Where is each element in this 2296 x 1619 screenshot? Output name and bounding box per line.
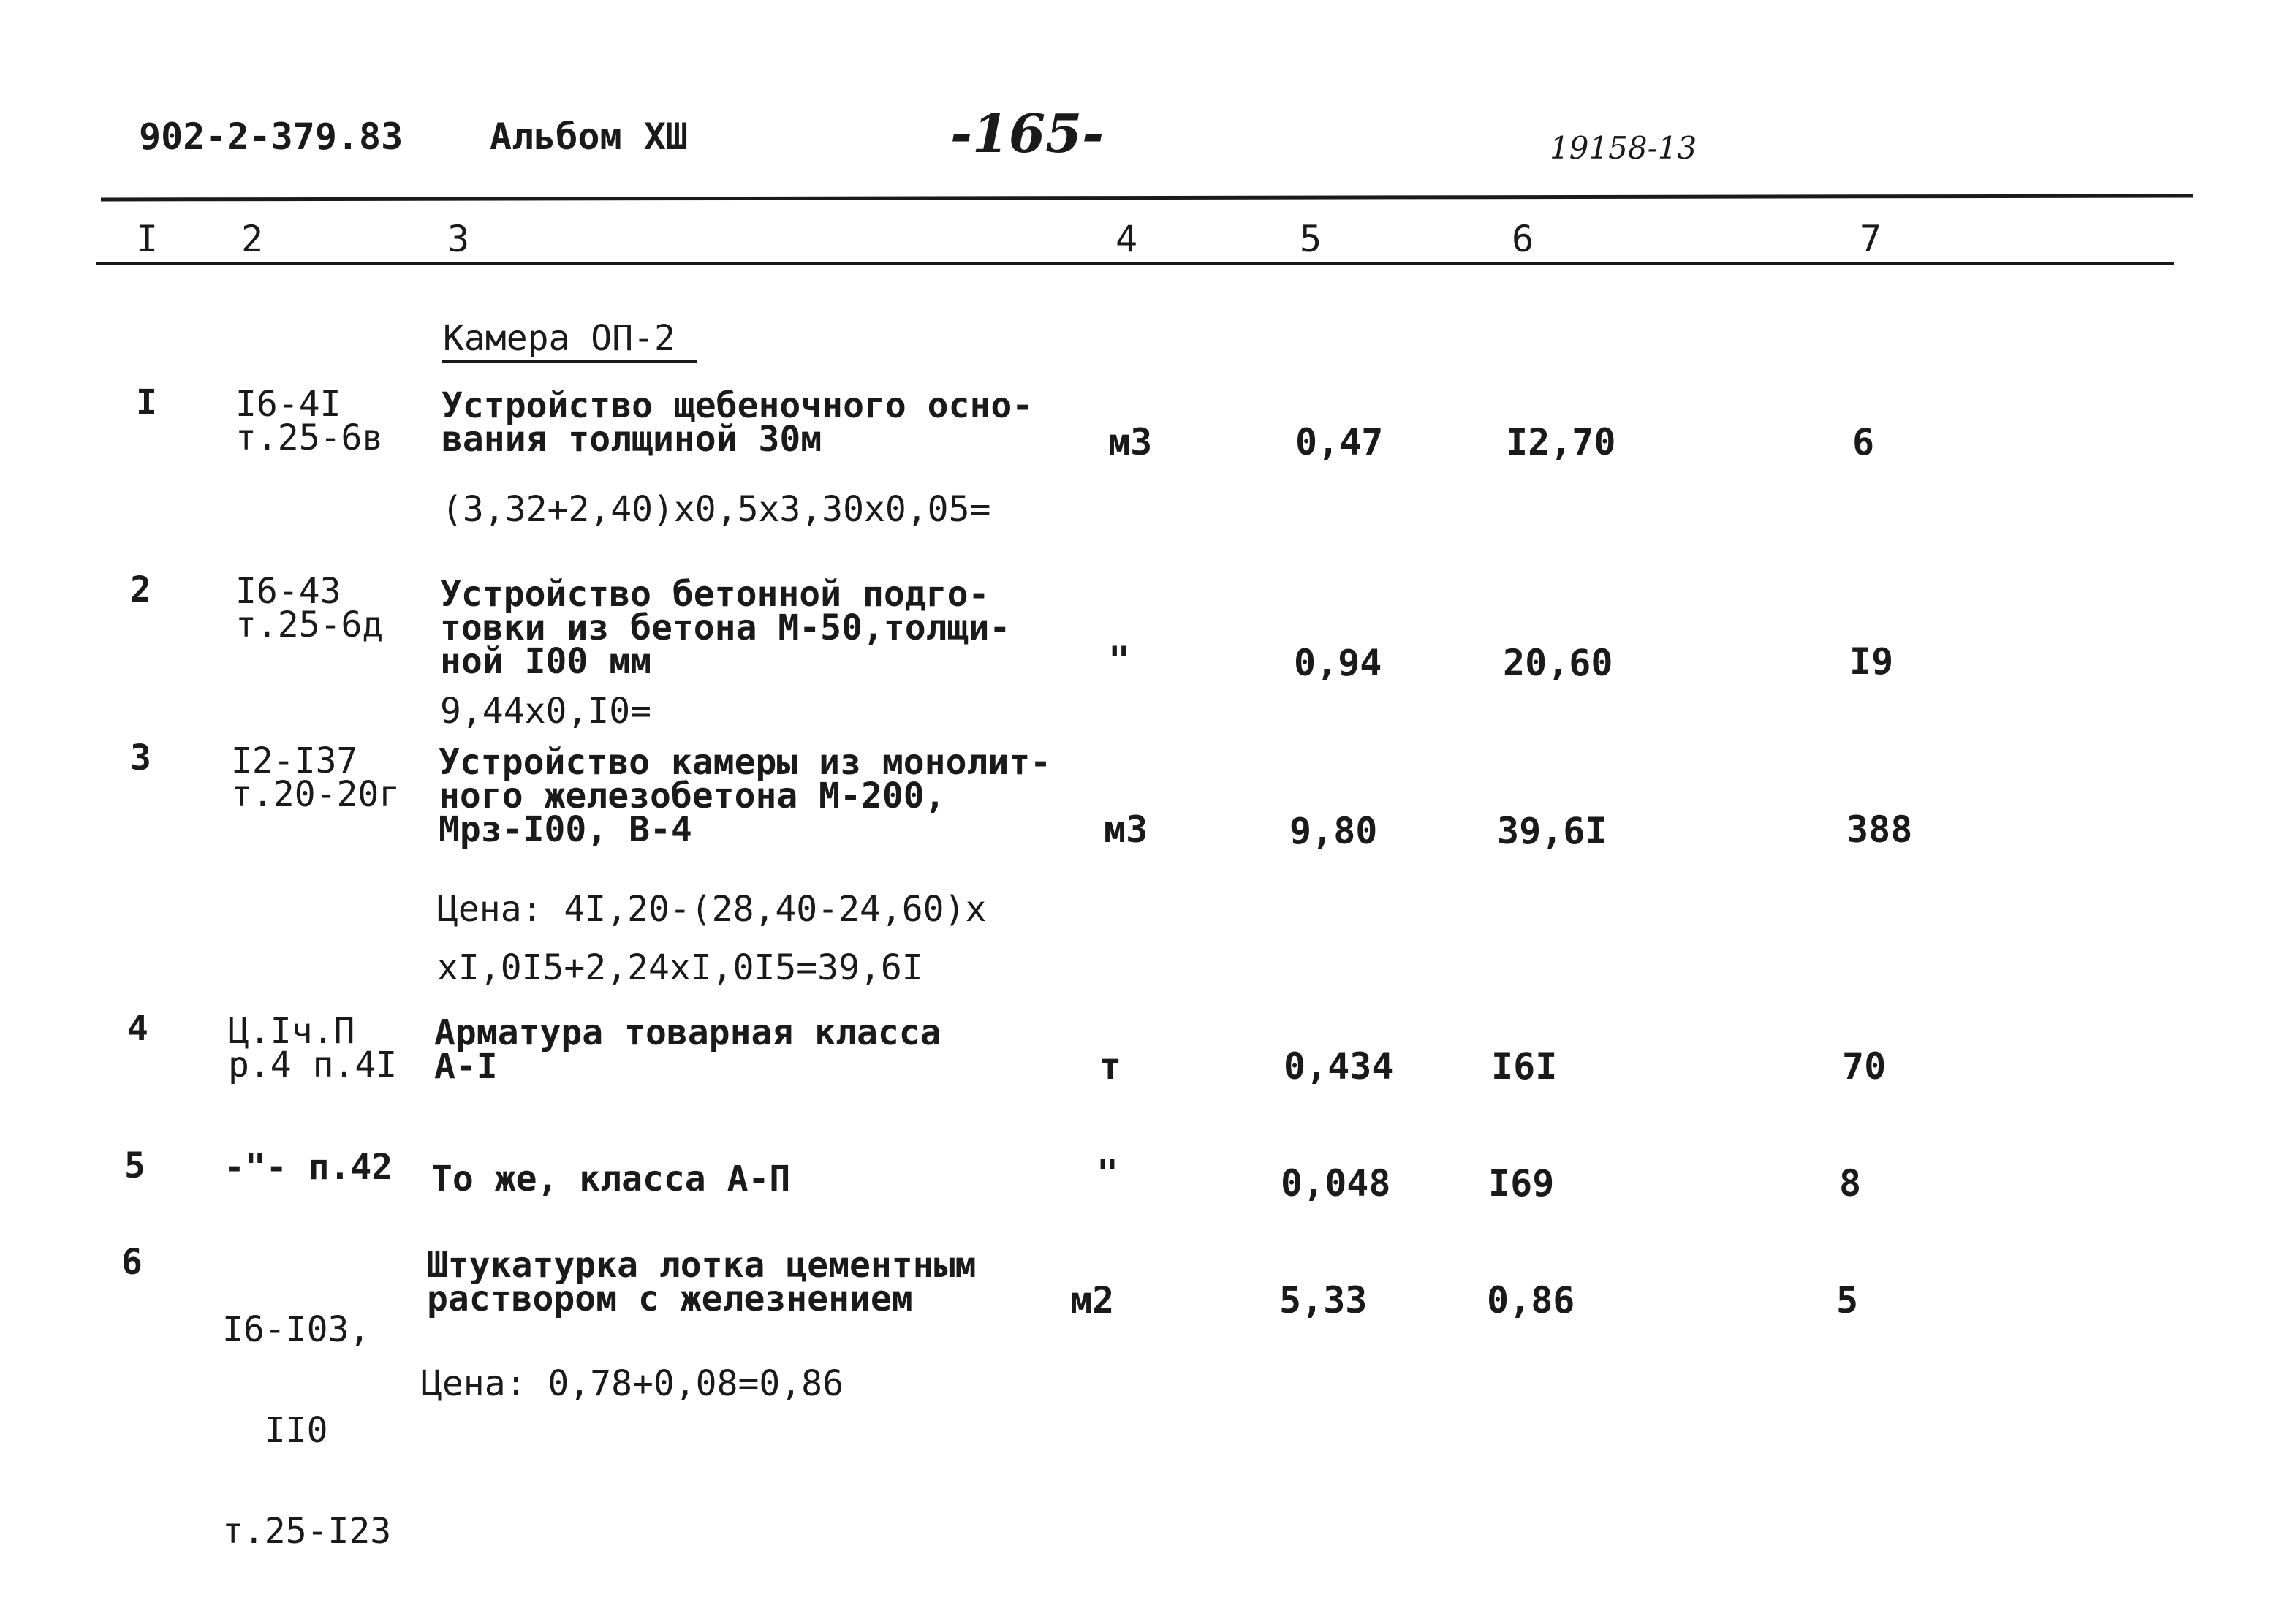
row-total: 70: [1842, 1045, 1887, 1088]
row-code-line: II0: [222, 1410, 328, 1451]
page-number: -165-: [950, 102, 1105, 164]
row-description-line: товки из бетона М-50,толщи-: [440, 607, 1011, 648]
row-description-line: А-I: [434, 1046, 498, 1087]
row-code-line: т.25-6в: [235, 417, 384, 458]
row-description: [431, 1159, 791, 1199]
row-description: [442, 385, 1034, 460]
row-total: 388: [1846, 808, 1913, 851]
row-code: [224, 1147, 393, 1188]
row-code: [235, 571, 384, 645]
album-label: Альбом XШ: [490, 115, 688, 158]
row-total: I9: [1849, 640, 1894, 683]
row-number: 5: [124, 1145, 145, 1186]
column-header-3: 3: [447, 218, 470, 260]
row-unit: ": [1096, 1152, 1119, 1194]
row-description-line: Устройство бетонной подго-: [440, 574, 990, 615]
row-note-line: Цена: 4I,20-(28,40-24,60)x: [437, 889, 987, 930]
row-description-line: Мрз-I00, В-4: [439, 809, 692, 850]
row-unit: м3: [1104, 808, 1148, 851]
row-code-line: т.25-6д: [235, 604, 384, 645]
row-code-line: т.20-20г: [231, 774, 401, 815]
row-note-line: xI,0I5+2,24xI,0I5=39,6I: [437, 947, 923, 988]
row-code-line: I6-I03,: [222, 1309, 371, 1350]
row-number: 4: [127, 1008, 148, 1049]
row-price: I69: [1488, 1162, 1555, 1205]
row-quantity: 0,434: [1284, 1045, 1394, 1088]
row-unit: т: [1099, 1045, 1122, 1088]
row-quantity: 0,048: [1281, 1162, 1391, 1205]
row-description: [434, 1012, 941, 1087]
row-code-line: I2-I37: [231, 740, 358, 781]
row-code-line: р.4 п.4I: [228, 1044, 398, 1085]
column-header-7: 7: [1860, 218, 1882, 260]
row-note: [437, 880, 986, 997]
row-code-line: т.25-I23: [222, 1511, 392, 1552]
row-unit: ": [1108, 639, 1131, 681]
section-title: Камера ОП-2: [443, 318, 675, 359]
row-description-line: Штукатурка лотка цементным: [427, 1245, 977, 1286]
row-description-line: ной I00 мм: [440, 641, 651, 682]
row-description-line: вания толщиной 30м: [442, 419, 822, 460]
column-header-5: 5: [1300, 218, 1322, 260]
row-code: [228, 1011, 398, 1085]
row-code: [235, 384, 384, 458]
row-number: 2: [130, 569, 151, 610]
row-note-line: (3,32+2,40)x0,5x3,30x0,05=: [442, 489, 991, 530]
row-price: 39,6I: [1497, 810, 1607, 852]
row-description-line: Арматура товарная класса: [434, 1012, 941, 1053]
row-note: [442, 489, 991, 530]
row-total: 6: [1852, 421, 1875, 463]
row-description-line: То же, класса А-П: [431, 1159, 791, 1199]
row-quantity: 0,94: [1294, 642, 1382, 684]
row-number: 3: [130, 738, 151, 778]
row-note-line: Цена: 0,78+0,08=0,86: [421, 1363, 844, 1404]
row-description-line: ного железобетона М-200,: [439, 776, 946, 816]
header-rule: [96, 262, 2174, 265]
row-unit: м2: [1070, 1279, 1115, 1322]
row-price: I2,70: [1506, 421, 1616, 463]
row-total: 5: [1836, 1279, 1859, 1322]
row-total: 8: [1839, 1162, 1862, 1205]
row-price: I6I: [1491, 1045, 1558, 1088]
row-quantity: 0,47: [1295, 421, 1384, 463]
row-note-line: 9,44x0,I0=: [440, 691, 651, 732]
row-price: 0,86: [1487, 1279, 1575, 1322]
column-header-1: I: [136, 218, 159, 260]
row-code-line: I6-4I: [235, 384, 341, 425]
row-price: 20,60: [1503, 642, 1613, 684]
row-description: [427, 1245, 977, 1319]
row-code: [222, 1245, 391, 1615]
row-note: [421, 1363, 844, 1404]
row-quantity: 9,80: [1289, 810, 1378, 852]
row-description-line: раствором с железнением: [427, 1278, 913, 1319]
top-rule: [101, 194, 2193, 202]
row-code-line: Ц.Iч.П: [228, 1011, 355, 1052]
column-header-6: 6: [1512, 218, 1534, 260]
row-description: [439, 742, 1052, 850]
row-note: [440, 691, 651, 732]
document-id: 19158-13: [1550, 130, 1697, 166]
row-number: 6: [121, 1242, 143, 1283]
row-description: [440, 574, 1011, 682]
row-number: I: [136, 382, 157, 423]
row-description-line: Устройство камеры из монолит-: [439, 742, 1052, 783]
document-code: 902-2-379.83: [139, 115, 403, 158]
column-header-2: 2: [241, 218, 264, 260]
row-unit: м3: [1108, 421, 1153, 463]
row-code-line: I6-43: [235, 571, 341, 612]
section-title-underline: [442, 360, 697, 363]
row-code: [231, 740, 401, 815]
row-code-line: -"- п.42: [224, 1147, 393, 1188]
row-quantity: 5,33: [1279, 1279, 1368, 1322]
column-header-4: 4: [1115, 218, 1138, 260]
row-description-line: Устройство щебеночного осно-: [442, 385, 1034, 426]
